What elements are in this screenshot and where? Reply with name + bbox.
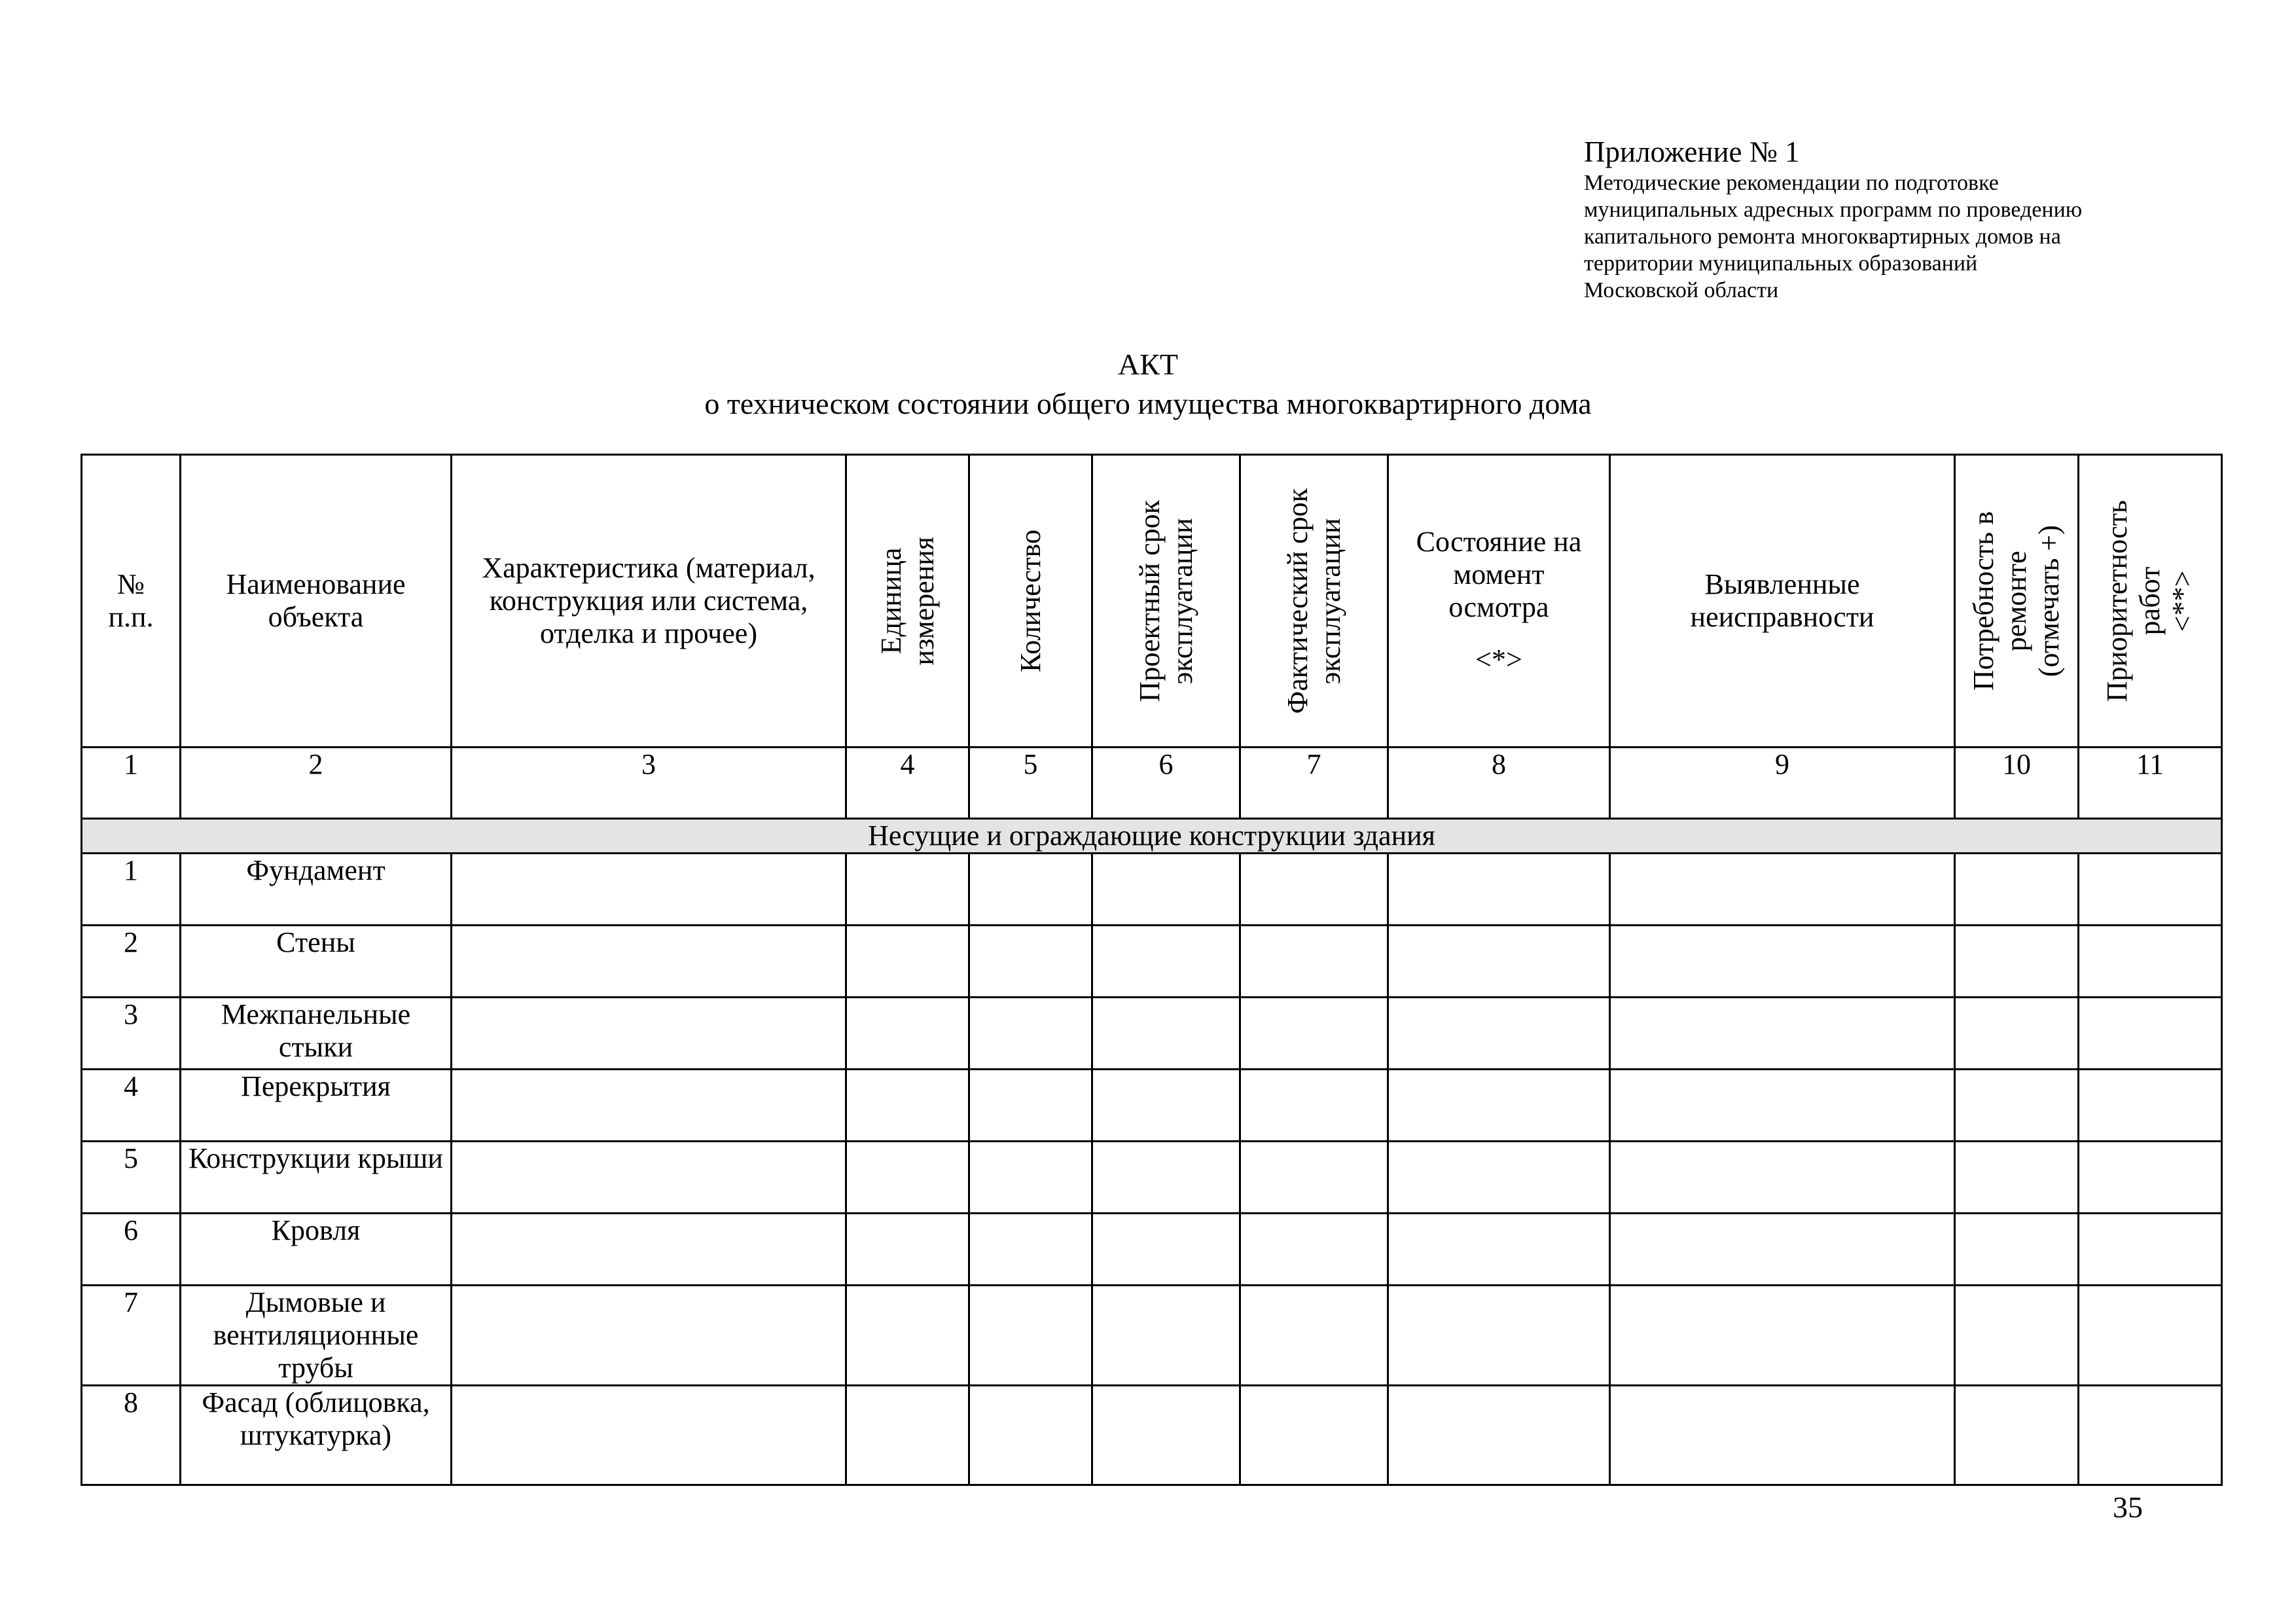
section-title: Несущие и ограждающие конструкции здания — [82, 819, 2222, 854]
header-unit-line1: Единица — [874, 547, 907, 655]
act-table — [81, 454, 2223, 1486]
column-number: 2 — [181, 748, 452, 819]
header-object-name: Наименование объекта — [181, 455, 452, 748]
cell-unit[interactable] — [846, 998, 969, 1070]
cell-design-life[interactable] — [1092, 1386, 1240, 1485]
header-condition — [1388, 455, 1610, 748]
column-number: 5 — [969, 748, 1092, 819]
header-priority-line3: <**> — [2166, 570, 2198, 632]
cell-priority[interactable] — [2079, 1214, 2222, 1286]
cell-defects[interactable] — [1610, 854, 1955, 926]
row-number: 2 — [82, 926, 181, 998]
column-number: 9 — [1610, 748, 1955, 819]
cell-unit[interactable] — [846, 1142, 969, 1214]
cell-unit[interactable] — [846, 1070, 969, 1142]
cell-priority[interactable] — [2079, 854, 2222, 926]
header-design-life-line1: Проектный срок — [1133, 499, 1166, 702]
column-number: 6 — [1092, 748, 1240, 819]
table-row — [82, 998, 2222, 1070]
act-title: АКТ — [1118, 348, 1178, 381]
cell-quantity[interactable] — [969, 854, 1092, 926]
appendix-line: муниципальных адресных программ по проведению — [1584, 198, 2083, 222]
cell-priority[interactable] — [2079, 998, 2222, 1070]
column-number: 1 — [82, 748, 181, 819]
cell-repair-need[interactable] — [1955, 854, 2079, 926]
appendix-description — [1584, 170, 2225, 304]
cell-priority[interactable] — [2079, 1070, 2222, 1142]
cell-characteristic[interactable] — [452, 1142, 846, 1214]
cell-condition[interactable] — [1388, 926, 1610, 998]
cell-characteristic[interactable] — [452, 1070, 846, 1142]
cell-design-life[interactable] — [1092, 854, 1240, 926]
cell-actual-life[interactable] — [1240, 926, 1388, 998]
cell-quantity[interactable] — [969, 998, 1092, 1070]
cell-characteristic[interactable] — [452, 1386, 846, 1485]
appendix-line: территории муниципальных образований — [1584, 251, 1978, 276]
cell-quantity[interactable] — [969, 926, 1092, 998]
cell-defects[interactable] — [1610, 1286, 1955, 1386]
row-object-name: Перекрытия — [181, 1070, 452, 1142]
cell-defects[interactable] — [1610, 926, 1955, 998]
header-unit-line2: измерения — [907, 536, 940, 666]
act-subtitle: о техническом состоянии общего имущества многоквартирного дома — [704, 387, 1592, 420]
cell-actual-life[interactable] — [1240, 998, 1388, 1070]
appendix-line: Московской области — [1584, 278, 1779, 302]
appendix-line: Методические рекомендации по подготовке — [1584, 171, 1999, 195]
column-number: 7 — [1240, 748, 1388, 819]
cell-actual-life[interactable] — [1240, 1070, 1388, 1142]
cell-condition[interactable] — [1388, 1286, 1610, 1386]
cell-quantity[interactable] — [969, 1214, 1092, 1286]
header-design-life-line2: эксплуатации — [1166, 518, 1198, 684]
cell-condition[interactable] — [1388, 1142, 1610, 1214]
cell-quantity[interactable] — [969, 1386, 1092, 1485]
cell-design-life[interactable] — [1092, 998, 1240, 1070]
section-row — [82, 819, 2222, 854]
header-repair-need — [1955, 455, 2079, 748]
table-header-row — [82, 455, 2222, 748]
cell-condition[interactable] — [1388, 1386, 1610, 1485]
cell-priority[interactable] — [2079, 1142, 2222, 1214]
cell-unit[interactable] — [846, 1286, 969, 1386]
row-number: 5 — [82, 1142, 181, 1214]
table-row — [82, 1070, 2222, 1142]
row-object-name: Стены — [181, 926, 452, 998]
header-condition-note: <*> — [1475, 643, 1522, 676]
cell-design-life[interactable] — [1092, 1070, 1240, 1142]
table-row — [82, 1286, 2222, 1386]
table-row — [82, 1386, 2222, 1485]
row-number: 1 — [82, 854, 181, 926]
header-repair-need-line2: ремонте — [2000, 550, 2032, 651]
column-number: 4 — [846, 748, 969, 819]
header-defects: Выявленные неисправности — [1610, 455, 1955, 748]
cell-quantity[interactable] — [969, 1142, 1092, 1214]
cell-characteristic[interactable] — [452, 998, 846, 1070]
cell-quantity[interactable] — [969, 1286, 1092, 1386]
cell-priority[interactable] — [2079, 1286, 2222, 1386]
table-row — [82, 854, 2222, 926]
header-unit — [846, 455, 969, 748]
row-number: 7 — [82, 1286, 181, 1386]
row-object-name: Межпанельные стыки — [181, 998, 452, 1070]
header-characteristic: Характеристика (материал, конструкция или система, отделка и прочее) — [452, 455, 846, 748]
cell-condition[interactable] — [1388, 1214, 1610, 1286]
cell-priority[interactable] — [2079, 1386, 2222, 1485]
row-object-name: Кровля — [181, 1214, 452, 1286]
page-number: 35 — [2113, 1490, 2143, 1524]
cell-repair-need[interactable] — [1955, 1214, 2079, 1286]
header-repair-need-line3: (отмечать +) — [2033, 525, 2065, 677]
cell-repair-need[interactable] — [1955, 926, 2079, 998]
cell-repair-need[interactable] — [1955, 1142, 2079, 1214]
cell-condition[interactable] — [1388, 998, 1610, 1070]
cell-quantity[interactable] — [969, 1070, 1092, 1142]
cell-priority[interactable] — [2079, 926, 2222, 998]
cell-unit[interactable] — [846, 926, 969, 998]
row-number: 8 — [82, 1386, 181, 1485]
cell-actual-life[interactable] — [1240, 1286, 1388, 1386]
cell-design-life[interactable] — [1092, 1214, 1240, 1286]
row-number: 3 — [82, 998, 181, 1070]
cell-design-life[interactable] — [1092, 1142, 1240, 1214]
cell-design-life[interactable] — [1092, 926, 1240, 998]
table-row — [82, 1214, 2222, 1286]
appendix-title: Приложение № 1 — [1584, 135, 1800, 168]
column-number: 11 — [2079, 748, 2222, 819]
table-row — [82, 926, 2222, 998]
cell-unit[interactable] — [846, 1386, 969, 1485]
cell-unit[interactable] — [846, 854, 969, 926]
header-actual-life-line2: эксплуатации — [1314, 518, 1346, 684]
column-number-row — [82, 748, 2222, 819]
header-priority — [2079, 455, 2222, 748]
column-number: 8 — [1388, 748, 1610, 819]
cell-repair-need[interactable] — [1955, 1070, 2079, 1142]
cell-actual-life[interactable] — [1240, 1386, 1388, 1485]
appendix-line: капитального ремонта многоквартирных домов на — [1584, 225, 2061, 249]
cell-characteristic[interactable] — [452, 1214, 846, 1286]
header-actual-life-line1: Фактический срок — [1281, 488, 1314, 714]
header-design-life — [1092, 455, 1240, 748]
cell-defects[interactable] — [1610, 1214, 1955, 1286]
cell-actual-life[interactable] — [1240, 854, 1388, 926]
cell-defects[interactable] — [1610, 1142, 1955, 1214]
row-number: 4 — [82, 1070, 181, 1142]
cell-defects[interactable] — [1610, 998, 1955, 1070]
header-repair-need-line1: Потребность в — [1967, 511, 2000, 691]
cell-actual-life[interactable] — [1240, 1142, 1388, 1214]
cell-defects[interactable] — [1610, 1070, 1955, 1142]
cell-characteristic[interactable] — [452, 926, 846, 998]
cell-repair-need[interactable] — [1955, 998, 2079, 1070]
column-number: 3 — [452, 748, 846, 819]
cell-condition[interactable] — [1388, 1070, 1610, 1142]
cell-characteristic[interactable] — [452, 854, 846, 926]
cell-condition[interactable] — [1388, 854, 1610, 926]
header-priority-line1: Приоритетность — [2101, 499, 2133, 702]
header-priority-line2: работ — [2134, 566, 2166, 636]
header-number: № п.п. — [82, 455, 181, 748]
header-quantity — [969, 455, 1092, 748]
cell-actual-life[interactable] — [1240, 1214, 1388, 1286]
row-object-name: Фасад (облицовка, штукатурка) — [181, 1386, 452, 1485]
row-object-name: Конструкции крыши — [181, 1142, 452, 1214]
row-number: 6 — [82, 1214, 181, 1286]
column-number: 10 — [1955, 748, 2079, 819]
cell-design-life[interactable] — [1092, 1286, 1240, 1386]
header-condition-label: Состояние на момент осмотра — [1416, 526, 1582, 623]
header-quantity-label: Количество — [1014, 529, 1047, 673]
row-object-name: Фундамент — [181, 854, 452, 926]
cell-repair-need[interactable] — [1955, 1386, 2079, 1485]
table-row — [82, 1142, 2222, 1214]
cell-unit[interactable] — [846, 1214, 969, 1286]
appendix-block — [1584, 134, 2225, 304]
cell-defects[interactable] — [1610, 1386, 1955, 1485]
cell-characteristic[interactable] — [452, 1286, 846, 1386]
row-object-name: Дымовые и вентиляционные трубы — [181, 1286, 452, 1386]
header-actual-life — [1240, 455, 1388, 748]
cell-repair-need[interactable] — [1955, 1286, 2079, 1386]
